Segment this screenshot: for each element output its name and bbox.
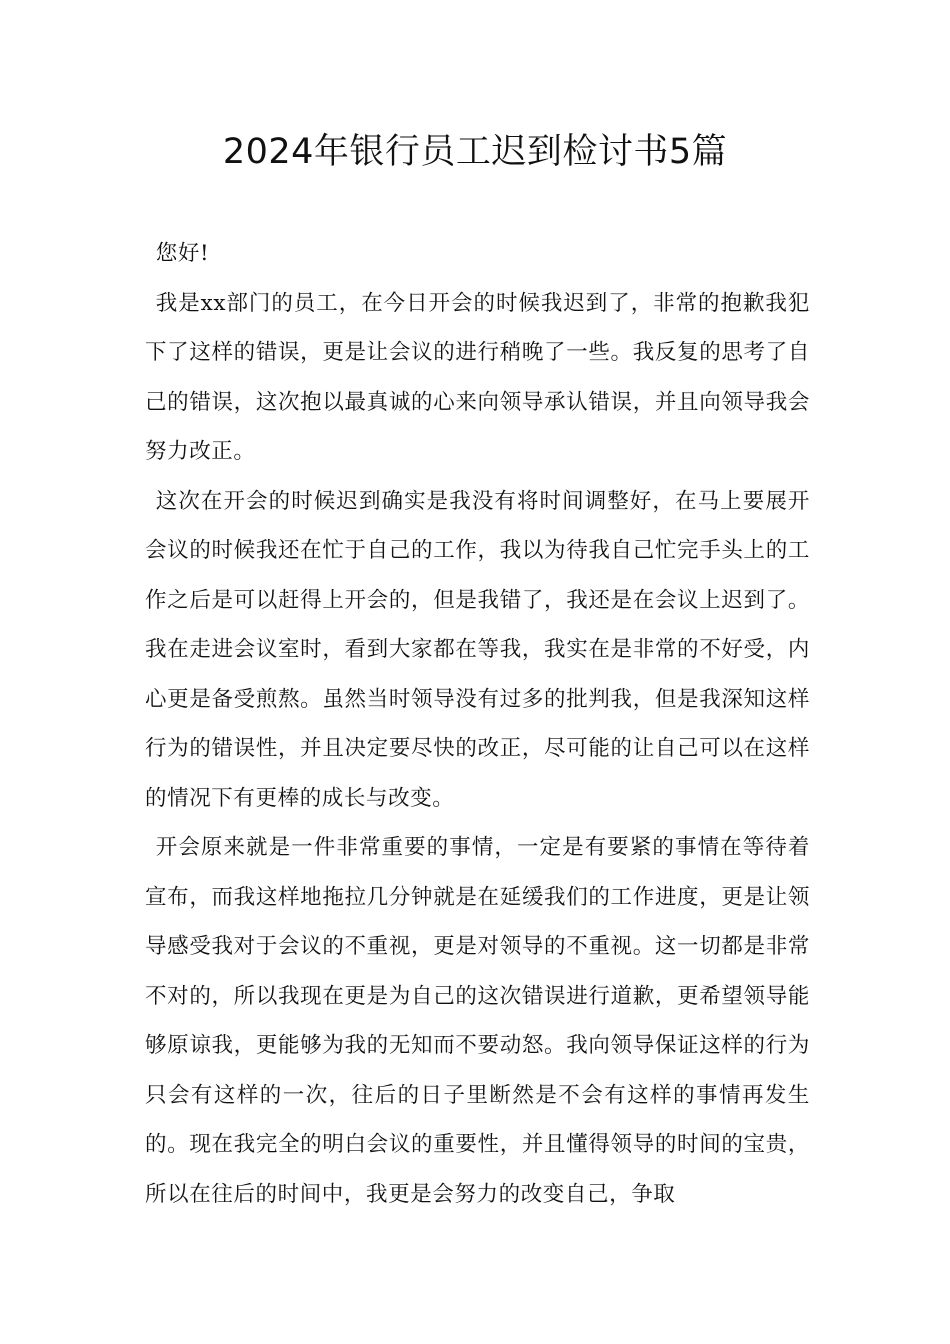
greeting-paragraph: 您好! bbox=[155, 241, 210, 266]
body-paragraph-1: 我是xx部门的员工，在今日开会的时候我迟到了，非常的抱歉我犯下了这样的错误，更是让会议的进行稍晚了一些。我反复的思考了自己的错误，这次抱以最真诚的心来向领导承认错误，并且向领导我会努力改正。 bbox=[145, 290, 810, 464]
document-body bbox=[145, 229, 810, 1219]
body-paragraph-3: 开会原来就是一件非常重要的事情，一定是有要紧的事情在等待着宣布，而我这样地拖拉几分钟就是在延缓我们的工作进度，更是让领导感受我对于会议的不重视，更是对领导的不重视。这一切都是非常不对的，所以我现在更是为自己的这次错误进行道歉，更希望领导能够原谅我，更能够为我的无知而不要动怒。我向领导保证这样的行为只会有这样的一次，往后的日子里断然是不会有这样的事情再发生的。现在我完全的明白会议的重要性，并且懂得领导的时间的宝贵，所以在往后的时间中，我更是会努力的改变自己，争取 bbox=[145, 835, 810, 1207]
document-title: 2024年银行员工迟到检讨书5篇 bbox=[222, 132, 728, 172]
body-paragraph-2: 这次在开会的时候迟到确实是我没有将时间调整好，在马上要展开会议的时候我还在忙于自己的工作，我以为待我自己忙完手头上的工作之后是可以赶得上开会的，但是我错了，我还是在会议上迟到了。我在走进会议室时，看到大家都在等我，我实在是非常的不好受，内心更是备受煎熬。虽然当时领导没有过多的批判我，但是我深知这样行为的错误性，并且决定要尽快的改正，尽可能的让自己可以在这样的情况下有更棒的成长与改变。 bbox=[145, 488, 810, 811]
